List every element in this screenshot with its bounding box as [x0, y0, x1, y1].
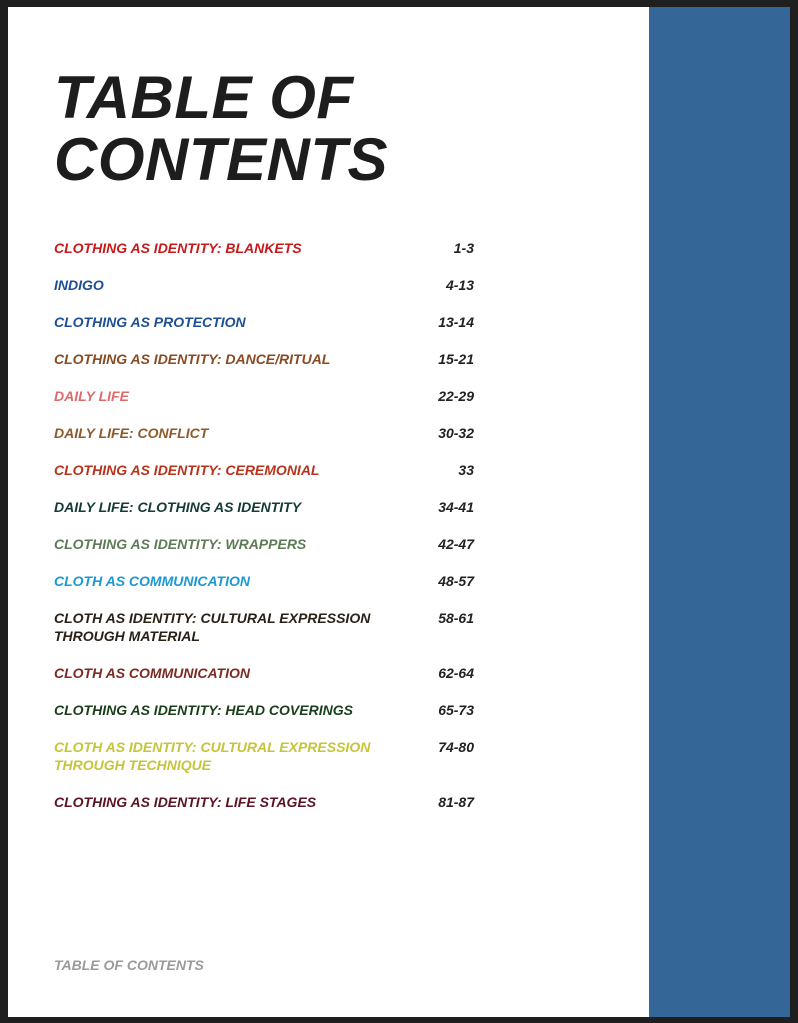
- toc-entry-pages: 30-32: [438, 425, 474, 441]
- toc-entry-label: CLOTHING AS IDENTITY: HEAD COVERINGS: [54, 702, 353, 718]
- toc-entry[interactable]: [54, 701, 474, 719]
- toc-entry[interactable]: [54, 664, 474, 682]
- toc-entry-label: CLOTH AS IDENTITY: CULTURAL EXPRESSION THROUGH TECHNIQUE: [54, 739, 371, 773]
- document-page: [8, 7, 790, 1017]
- toc-entry-pages: 13-14: [438, 314, 474, 330]
- toc-entry-pages: 15-21: [438, 351, 474, 367]
- toc-entry-pages: 74-80: [438, 739, 474, 755]
- toc-entry[interactable]: [54, 609, 474, 645]
- toc-entry[interactable]: [54, 424, 474, 442]
- toc-entry-label: DAILY LIFE: [54, 388, 129, 404]
- toc-entry[interactable]: [54, 793, 474, 811]
- toc-entry-pages: 42-47: [438, 536, 474, 552]
- toc-entry-pages: 48-57: [438, 573, 474, 589]
- toc-entry-label: CLOTHING AS IDENTITY: DANCE/RITUAL: [54, 351, 331, 367]
- toc-entry-pages: 34-41: [438, 499, 474, 515]
- toc-entry[interactable]: [54, 239, 474, 257]
- toc-entry[interactable]: [54, 350, 474, 368]
- toc-entry-label: CLOTHING AS IDENTITY: BLANKETS: [54, 240, 302, 256]
- toc-entry-label: DAILY LIFE: CLOTHING AS IDENTITY: [54, 499, 302, 515]
- toc-entry-label: CLOTHING AS PROTECTION: [54, 314, 246, 330]
- toc-entry[interactable]: [54, 276, 474, 294]
- toc-entry-label: DAILY LIFE: CONFLICT: [54, 425, 209, 441]
- toc-entry-pages: 22-29: [438, 388, 474, 404]
- blue-sidebar-band: [649, 7, 790, 1017]
- title-line-1: TABLE OF: [54, 64, 354, 131]
- toc-entry[interactable]: [54, 572, 474, 590]
- toc-entry-pages: 58-61: [438, 610, 474, 626]
- toc-entry-label: CLOTHING AS IDENTITY: CEREMONIAL: [54, 462, 320, 478]
- toc-entry-pages: 1-3: [453, 240, 474, 256]
- toc-entry-label: CLOTHING AS IDENTITY: LIFE STAGES: [54, 794, 317, 810]
- toc-entry-label: CLOTH AS COMMUNICATION: [54, 573, 250, 589]
- title-line-2: CONTENTS: [54, 126, 388, 193]
- toc-entry-pages: 33: [458, 462, 474, 478]
- page-footer: TABLE OF CONTENTS: [54, 957, 204, 973]
- toc-entry[interactable]: [54, 535, 474, 553]
- toc-list: [54, 239, 474, 830]
- toc-entry[interactable]: [54, 387, 474, 405]
- page-title: [54, 64, 388, 193]
- toc-entry[interactable]: [54, 313, 474, 331]
- toc-entry[interactable]: [54, 461, 474, 479]
- toc-entry-pages: 81-87: [438, 794, 474, 810]
- toc-entry[interactable]: [54, 498, 474, 516]
- toc-entry-label: CLOTH AS IDENTITY: CULTURAL EXPRESSION THROUGH MATERIAL: [54, 610, 371, 644]
- toc-entry-pages: 4-13: [445, 277, 474, 293]
- toc-entry-pages: 62-64: [438, 665, 474, 681]
- toc-entry[interactable]: [54, 738, 474, 774]
- toc-entry-label: CLOTH AS COMMUNICATION: [54, 665, 250, 681]
- toc-entry-pages: 65-73: [438, 702, 474, 718]
- toc-entry-label: INDIGO: [54, 277, 104, 293]
- toc-entry-label: CLOTHING AS IDENTITY: WRAPPERS: [54, 536, 307, 552]
